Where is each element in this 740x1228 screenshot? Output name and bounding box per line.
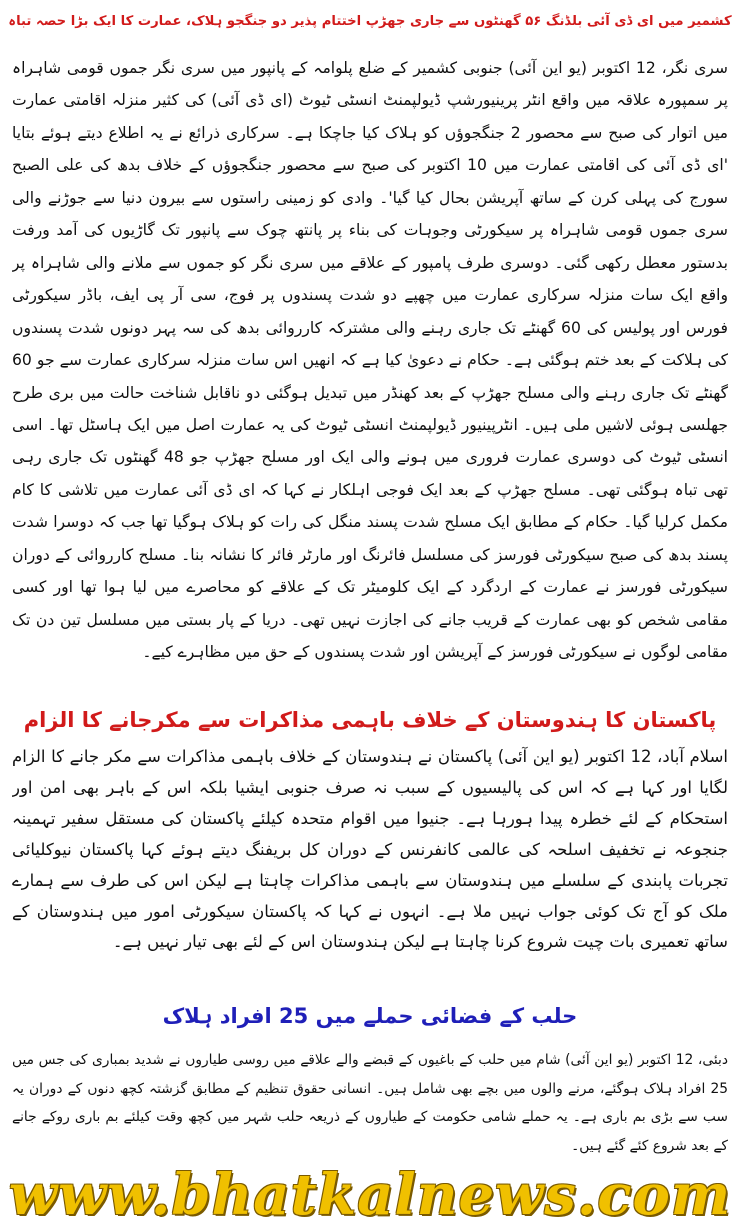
- main-headline: کشمیر میں ای ڈی آئی بلڈنگ ۵۶ گھنٹوں سے جاری جھڑپ اختتام پذیر دو جنگجو ہلاک، عمارت کا ایک بڑا حصہ تباہ: [8, 14, 732, 29]
- headline-banner: [0, 0, 740, 44]
- site-watermark-text: www.bhatkalnews.com: [8, 1162, 732, 1228]
- footer-watermark: [0, 1162, 740, 1228]
- story2-heading: پاکستان کا ہندوستان کے خلاف باہمی مذاکرات سے مکرجانے کا الزام: [23, 708, 717, 732]
- story3-body: دبئی، 12 اکتوبر (یو این آئی) شام میں حلب کے باغیوں کے قبضے والے علاقے میں روسی طیاروں نے شدید بمباری کی جس میں 25 افراد ہلاک ہوگئے، مرنے والوں میں بچے بھی شامل ہیں۔ انسانی حقوق تنظیم کے مطابق گزشتہ کچھ دنوں کے دوران یہ سب سے بڑی بم باری ہے۔ یہ حملے شامی حکومت کے طیاروں کے ذریعہ حلب شہر میں کچھ وقت کیلئے بم باری روکے جانے کے بعد شروع کئے گئے ہیں۔: [12, 1052, 728, 1154]
- story3-heading: حلب کے فضائی حملے میں 25 افراد ہلاک: [162, 1004, 578, 1028]
- story2-body: اسلام آباد، 12 اکتوبر (یو این آئی) پاکستان نے ہندوستان کے خلاف باہمی مذاکرات سے مکر جانے کا الزام لگایا اور کہا ہے کہ اس کی پالیسیوں کے سبب نہ صرف جنوبی ایشیا بلکہ اس کے باہر بھی امن اور استحکام کے لئے خطرہ پیدا ہورہا ہے۔ جنیوا میں اقوام متحدہ کیلئے پاکستان کی مستقل سفیر تہمینہ جنجوعہ نے تخفیف اسلحہ کی عالمی کانفرنس کے دوران کل بریفنگ دیتے ہوئے کہا پاکستان نیوکلیائی تجربات پابندی کے سلسلے میں ہندوستان سے باہمی مذاکرات چاہتا ہے لیکن اس کی طرف سے ہمارے ملک کو آج تک کوئی جواب نہیں ملا ہے۔ انہوں نے کہا کہ پاکستان سیکورٹی امور میں ہندوستان کے ساتھ تعمیری بات چیت شروع کرنا چاہتا ہے لیکن ہندوستان اس کے لئے بھی تیار نہیں ہے۔: [12, 747, 728, 952]
- story1-body: سری نگر، 12 اکتوبر (یو این آئی) جنوبی کشمیر کے ضلع پلوامہ کے پانپور میں سری نگر جموں قومی شاہراہ پر سمپورہ علاقہ میں واقع انٹر پرینیورشپ ڈیولپمنٹ انسٹی ٹیوٹ (ای ڈی آئی) کی کثیر منزلہ اقامتی عمارت میں اتوار کی صبح سے محصور 2 جنگجوؤں کو ہلاک کیا جاچکا ہے۔ سرکاری ذرائع نے یہ اطلاع دیتے ہوئے بتایا 'ای ڈی آئی کی اقامتی عمارت میں 10 اکتوبر کی صبح سے محصور جنگجوؤں کے خلاف بدھ کی علی الصبح سورج کی پہلی کرن کے ساتھ آپریشن بحال کیا گیا'۔ وادی کو زمینی راستوں سے بیرون دنیا سے جوڑنے والی سری جموں قومی شاہراہ پر سیکورٹی وجوہات کی بناء پر پانتھ چوک سے پانپور تک گاڑیوں کی آمد ورفت بدستور معطل رکھی گئی۔ دوسری طرف پامپور کے علاقے میں سری نگر کو جموں سے ملانے والی شاہراہ پر واقع ایک سات منزلہ سرکاری عمارت میں چھپے دو شدت پسندوں پر فوج، سی آر پی ایف، باڈر سیکورٹی فورس اور پولیس کی 60 گھنٹے تک جاری رہنے والی مشترکہ کارروائی بدھ کی سہ پہر دونوں شدت پسندوں کی ہلاکت کے بعد ختم ہوگئی ہے۔ حکام نے دعویٰ کیا ہے کہ انھیں اس سات منزلہ سرکاری عمارت سے جو 60 گھنٹے تک جاری رہنے والی مسلح جھڑپ کے بعد کھنڈر میں تبدیل ہوگئی دو ناقابل شناخت حالت میں بری طرح جھلسی ہوئی لاشیں ملی ہیں۔ انٹرپینیور ڈیولپمنٹ انسٹی ٹیوٹ کی یہ عمارت اصل میں ایک ہاسٹل تھا۔ اسی انسٹی ٹیوٹ کی دوسری عمارت فروری میں ہونے والی ایک اور مسلح جھڑپ جو 48 گھنٹوں تک جاری رہی تھی تباہ ہوگئی تھی۔ مسلح جھڑپ کے بعد ایک فوجی اہلکار نے کہا کہ ای ڈی آئی عمارت میں تلاشی کا کام مکمل کرلیا گیا۔ حکام کے مطابق ایک مسلح شدت پسند منگل کی رات کو ہلاک ہوگیا تھا جب کہ دوسرا شدت پسند بدھ کی صبح سیکورٹی فورسز کی مسلسل فائرنگ اور مارٹر فائر کا نشانہ بنا۔ مسلح کارروائی کے دوران سیکورٹی فورسز نے عمارت کے اردگرد کے ایک کلومیٹر تک کے علاقے کو محاصرے میں لیا ہوا تھا اور کسی مقامی شخص کو بھی عمارت کے قریب جانے کی اجازت نہیں تھی۔ دریا کے پار بستی میں مسلسل تین دن تک مقامی لوگوں نے سیکورٹی فورسز کے آپریشن اور شدت پسندوں کے حق میں مظاہرے کیے۔: [12, 59, 728, 662]
